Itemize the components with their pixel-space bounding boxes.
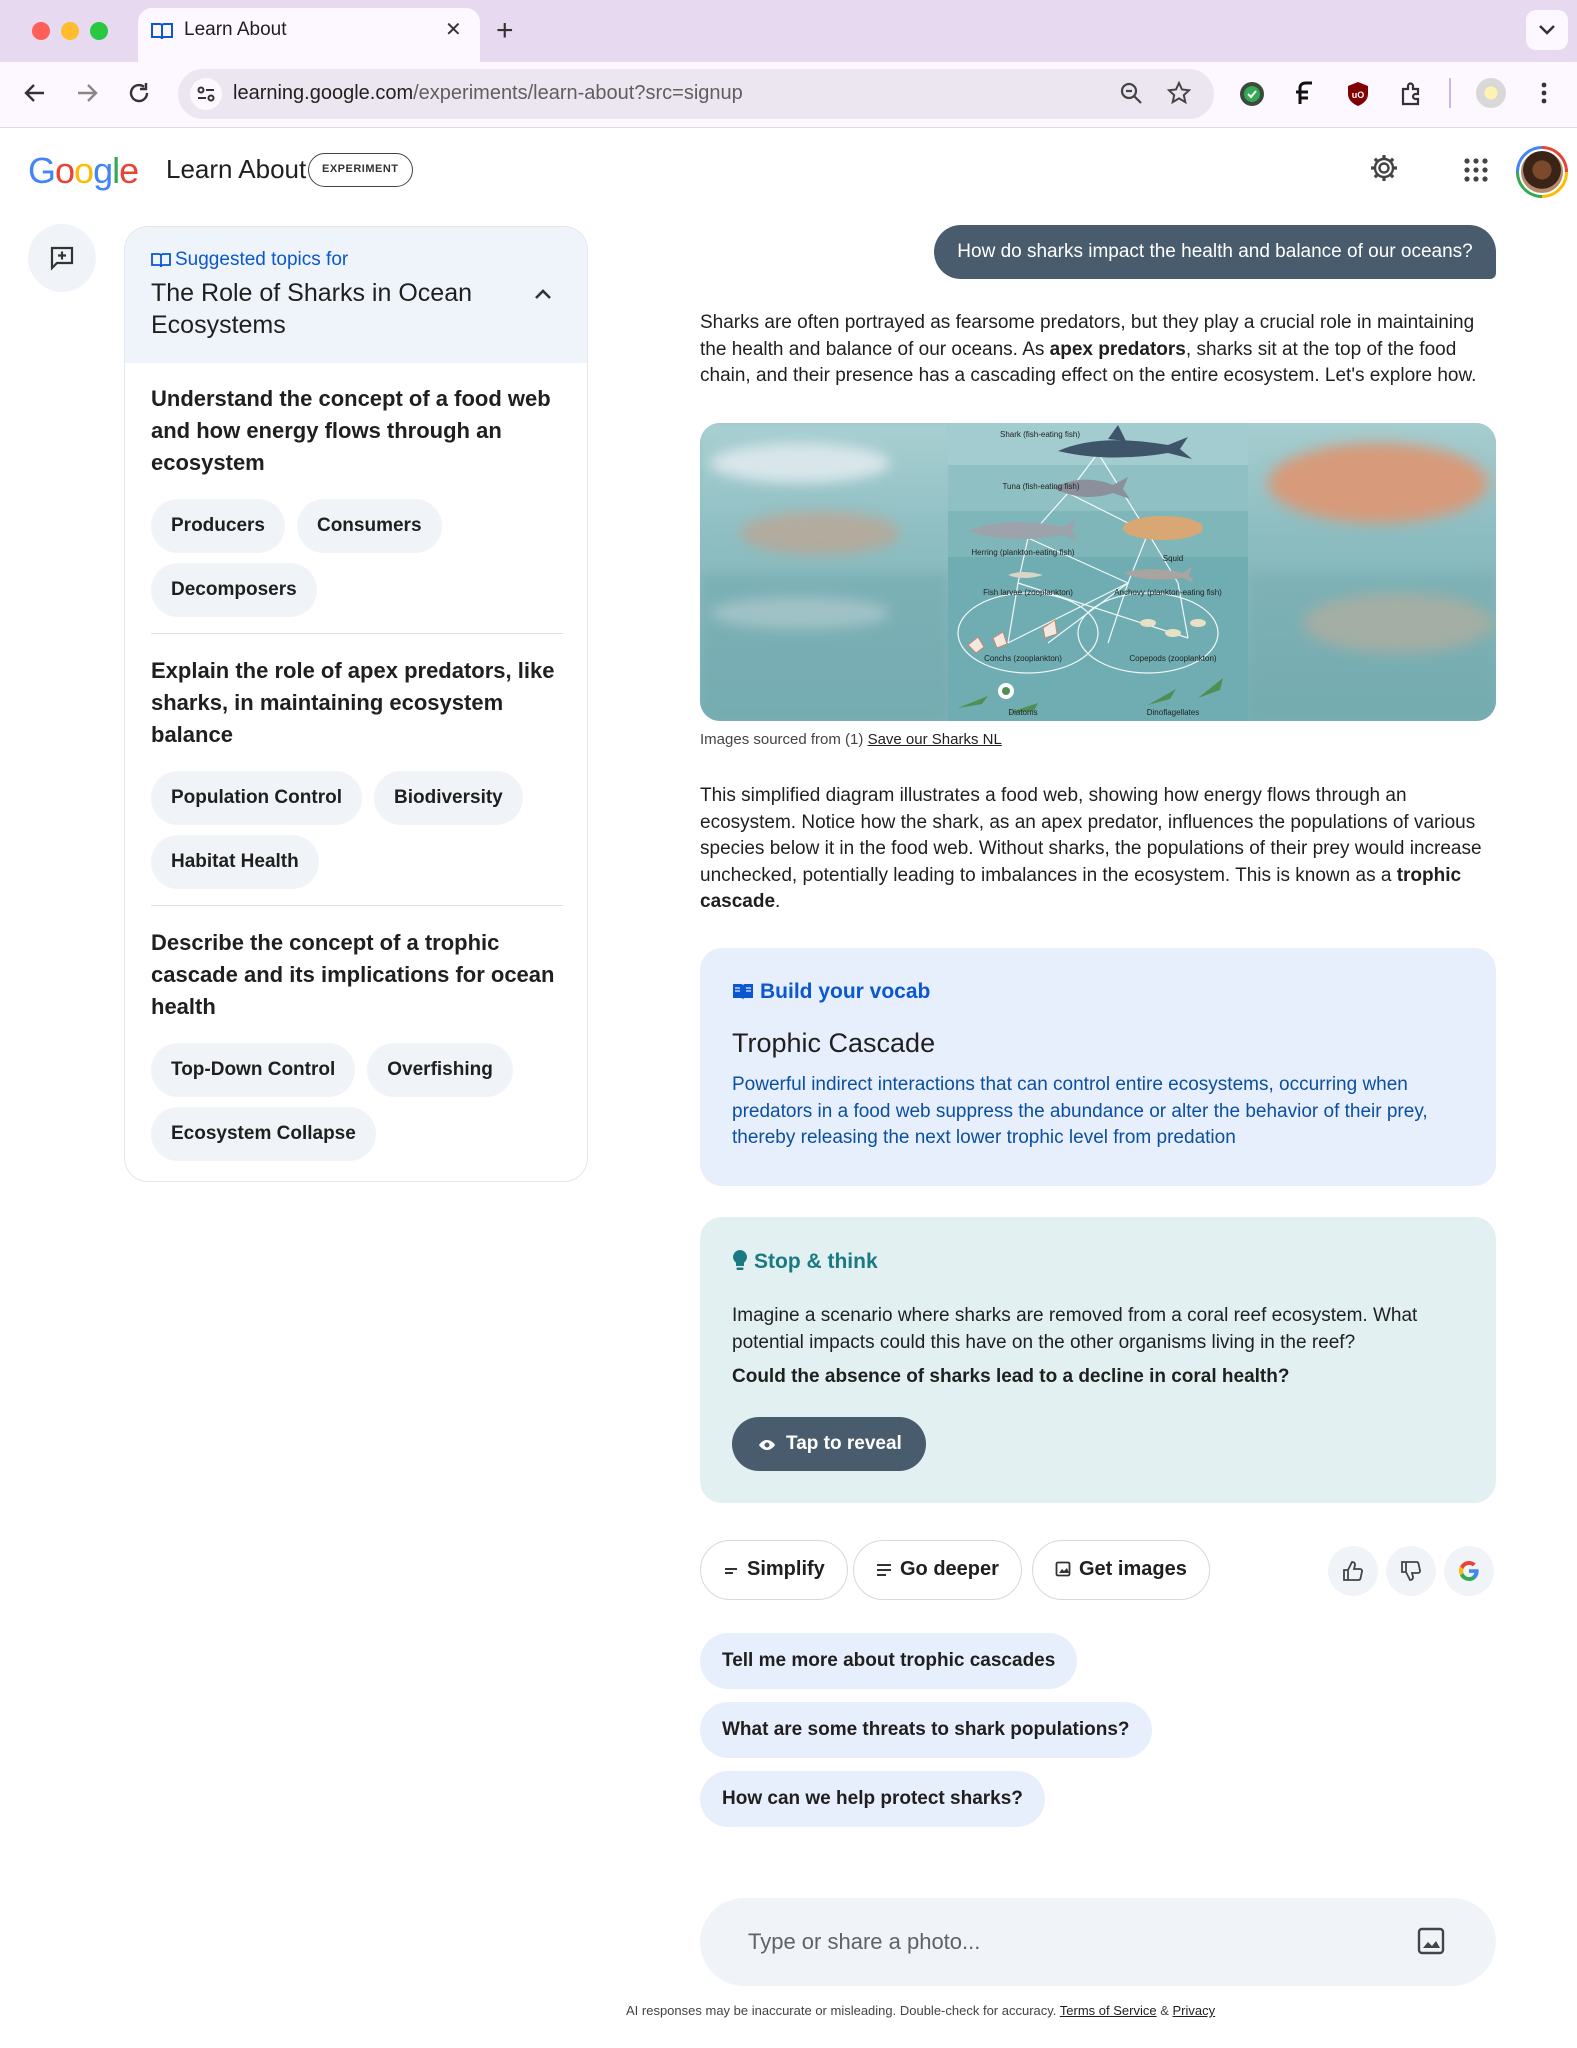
svg-text:uO: uO bbox=[1351, 90, 1365, 100]
close-icon[interactable]: ✕ bbox=[445, 19, 462, 41]
followup-suggestion[interactable]: How can we help protect sharks? bbox=[700, 1771, 1045, 1827]
extension-check-icon[interactable] bbox=[1238, 80, 1266, 113]
apps-grid-icon[interactable] bbox=[1464, 158, 1488, 187]
topic-section bbox=[151, 655, 563, 889]
more-vert-icon[interactable] bbox=[1538, 80, 1550, 111]
food-web-label: Anchovy (plankton-eating fish) bbox=[1114, 588, 1222, 597]
site-info-icon[interactable] bbox=[190, 78, 222, 110]
topic-chip[interactable]: Habitat Health bbox=[151, 835, 319, 889]
book-icon bbox=[150, 21, 174, 46]
disclaimer: AI responses may be inaccurate or misleading. Double-check for accuracy. Terms of Service & Privacy bbox=[626, 2003, 1216, 2018]
chat-input-container bbox=[700, 1898, 1496, 1986]
eye-icon bbox=[758, 1439, 776, 1451]
book-icon bbox=[151, 252, 171, 268]
google-logo[interactable]: Google bbox=[28, 150, 139, 191]
url-text[interactable]: learning.google.com/experiments/learn-about?src=signup bbox=[233, 82, 743, 104]
blurred-image-right bbox=[1248, 423, 1496, 721]
suggested-topics-label: Suggested topics for bbox=[151, 249, 348, 271]
maximize-window-button[interactable] bbox=[90, 22, 108, 40]
blurred-image-left bbox=[700, 423, 950, 721]
food-web-label: Herring (plankton-eating fish) bbox=[971, 548, 1075, 557]
puzzle-extensions-icon[interactable] bbox=[1398, 80, 1426, 113]
thumbs-up-icon bbox=[1342, 1560, 1364, 1582]
app-title: Learn About bbox=[166, 154, 307, 184]
stop-think-label: Stop & think bbox=[732, 1249, 878, 1274]
vocab-label: Build your vocab bbox=[732, 980, 930, 1004]
topic-chip[interactable]: Ecosystem Collapse bbox=[151, 1107, 376, 1161]
divider bbox=[151, 633, 563, 634]
food-web-image[interactable] bbox=[700, 423, 1496, 721]
simplify-icon bbox=[723, 1565, 739, 1577]
forward-arrow-icon[interactable] bbox=[74, 80, 100, 111]
food-web-label: Copepods (zooplankton) bbox=[1129, 654, 1217, 663]
followup-suggestion[interactable]: Tell me more about trophic cascades bbox=[700, 1633, 1077, 1689]
think-question: Imagine a scenario where sharks are removed from a coral reef ecosystem. What potential impacts could this have on the other organisms living in the reef? bbox=[732, 1305, 1418, 1353]
topic-chip[interactable]: Top-Down Control bbox=[151, 1043, 355, 1097]
thumbs-down-icon bbox=[1400, 1560, 1422, 1582]
new-chat-icon bbox=[49, 245, 75, 271]
thumbs-down-button[interactable] bbox=[1386, 1546, 1436, 1596]
simplify-button[interactable]: Simplify bbox=[700, 1540, 848, 1600]
image-source-caption: Images sourced from (1) Save our Sharks NL bbox=[700, 731, 1002, 748]
new-tab-button[interactable]: + bbox=[496, 14, 514, 47]
google-search-button[interactable] bbox=[1444, 1546, 1494, 1596]
divider bbox=[151, 905, 563, 906]
tab-search-button[interactable] bbox=[1526, 10, 1568, 50]
topic-chip[interactable]: Producers bbox=[151, 499, 285, 553]
book-icon bbox=[732, 983, 754, 1001]
bold-term: apex predators bbox=[1049, 338, 1186, 360]
suggested-topics-card bbox=[124, 226, 588, 1182]
food-web-label: Tuna (fish-eating fish) bbox=[1002, 482, 1080, 491]
back-arrow-icon[interactable] bbox=[22, 80, 48, 111]
food-web-diagram bbox=[948, 423, 1248, 721]
chevron-up-icon[interactable] bbox=[533, 287, 553, 306]
zoom-icon[interactable] bbox=[1118, 80, 1144, 111]
tap-to-reveal-button[interactable]: Tap to reveal bbox=[732, 1417, 926, 1471]
profile-icon[interactable] bbox=[1476, 78, 1506, 108]
vocab-card bbox=[700, 948, 1496, 1186]
food-web-label: Fish larvae (zooplankton) bbox=[983, 588, 1073, 597]
close-window-button[interactable] bbox=[32, 22, 50, 40]
lightbulb-icon bbox=[732, 1249, 748, 1271]
privacy-link[interactable]: Privacy bbox=[1172, 2003, 1216, 2018]
intro-paragraph: Sharks are often portrayed as fearsome predators, but they play a crucial role in maintaining the health and balance of our oceans. As apex predators, sharks sit at the top of the food chain, and their presence has a cascading effect on the entire ecosystem. Let's explore how. bbox=[700, 312, 1477, 386]
topic-chip[interactable]: Population Control bbox=[151, 771, 362, 825]
user-question-bubble: How do sharks impact the health and balance of our oceans? bbox=[934, 225, 1496, 279]
followup-suggestion[interactable]: What are some threats to shark populations? bbox=[700, 1702, 1152, 1758]
food-web-label: Dinoflagellates bbox=[1146, 708, 1200, 717]
food-web-label: Conchs (zooplankton) bbox=[984, 654, 1062, 663]
chat-input[interactable] bbox=[748, 1924, 1388, 1960]
image-upload-icon[interactable] bbox=[1416, 1926, 1446, 1961]
reload-icon[interactable] bbox=[126, 80, 152, 111]
food-web-label: Shark (fish-eating fish) bbox=[999, 430, 1081, 439]
topic-chip[interactable]: Consumers bbox=[297, 499, 442, 553]
food-web-label: Squid bbox=[1162, 554, 1184, 563]
extension-f-icon[interactable] bbox=[1292, 80, 1318, 111]
minimize-window-button[interactable] bbox=[61, 22, 79, 40]
terms-link[interactable]: Terms of Service bbox=[1059, 2003, 1157, 2018]
get-images-button[interactable]: Get images bbox=[1032, 1540, 1210, 1600]
topic-question[interactable]: Understand the concept of a food web and how energy flows through an ecosystem bbox=[151, 386, 551, 475]
bookmark-star-icon[interactable] bbox=[1166, 80, 1192, 111]
browser-tab-strip bbox=[0, 0, 1577, 62]
sidebar-title: The Role of Sharks in Ocean Ecosystems bbox=[151, 279, 472, 339]
avatar[interactable] bbox=[1516, 146, 1568, 198]
topic-question[interactable]: Explain the role of apex predators, like sharks, in maintaining ecosystem balance bbox=[151, 658, 555, 747]
go-deeper-button[interactable]: Go deeper bbox=[853, 1540, 1022, 1600]
google-g-icon bbox=[1457, 1559, 1481, 1583]
vocab-definition: Powerful indirect interactions that can control entire ecosystems, occurring when predators in a food web suppress the abundance or alter the behavior of their prey, thereby releasing the next lower trophic level from predation bbox=[732, 1074, 1428, 1148]
topic-section bbox=[151, 927, 563, 1161]
toolbar-divider bbox=[1449, 78, 1451, 108]
image-source-link[interactable]: Save our Sharks NL bbox=[867, 731, 1002, 748]
topic-section bbox=[151, 383, 563, 617]
food-web-label: Diatoms bbox=[1008, 708, 1038, 717]
chevron-down-icon bbox=[1538, 24, 1556, 36]
new-chat-button[interactable] bbox=[28, 224, 96, 292]
think-bold-question: Could the absence of sharks lead to a decline in coral health? bbox=[732, 1366, 1290, 1387]
diagram-paragraph: This simplified diagram illustrates a food web, showing how energy flows through an ecosystem. Notice how the shark, as an apex predator, influences the populations of various species below it in the food web. Without sharks, the populations of their prey would increase unchecked, potentially leading to imbalances in the ecosystem. This is known as a trophic cascade. bbox=[700, 785, 1482, 912]
ublock-icon[interactable] bbox=[1344, 80, 1372, 113]
stop-and-think-card bbox=[700, 1217, 1496, 1503]
topic-chip[interactable]: Biodiversity bbox=[374, 771, 523, 825]
bold-term: trophic cascade bbox=[700, 864, 1462, 912]
suggested-topics-header[interactable] bbox=[125, 227, 588, 363]
image-icon bbox=[1055, 1561, 1071, 1577]
gear-icon[interactable] bbox=[1368, 152, 1400, 189]
tab-title: Learn About bbox=[184, 19, 287, 40]
vocab-term: Trophic Cascade bbox=[732, 1028, 936, 1058]
experiment-badge: EXPERIMENT bbox=[308, 153, 413, 187]
topic-question[interactable]: Describe the concept of a trophic cascade and its implications for ocean health bbox=[151, 930, 555, 1019]
thumbs-up-button[interactable] bbox=[1328, 1546, 1378, 1596]
go-deeper-icon bbox=[876, 1563, 892, 1577]
topic-chip[interactable]: Decomposers bbox=[151, 563, 317, 617]
topic-chip[interactable]: Overfishing bbox=[367, 1043, 513, 1097]
